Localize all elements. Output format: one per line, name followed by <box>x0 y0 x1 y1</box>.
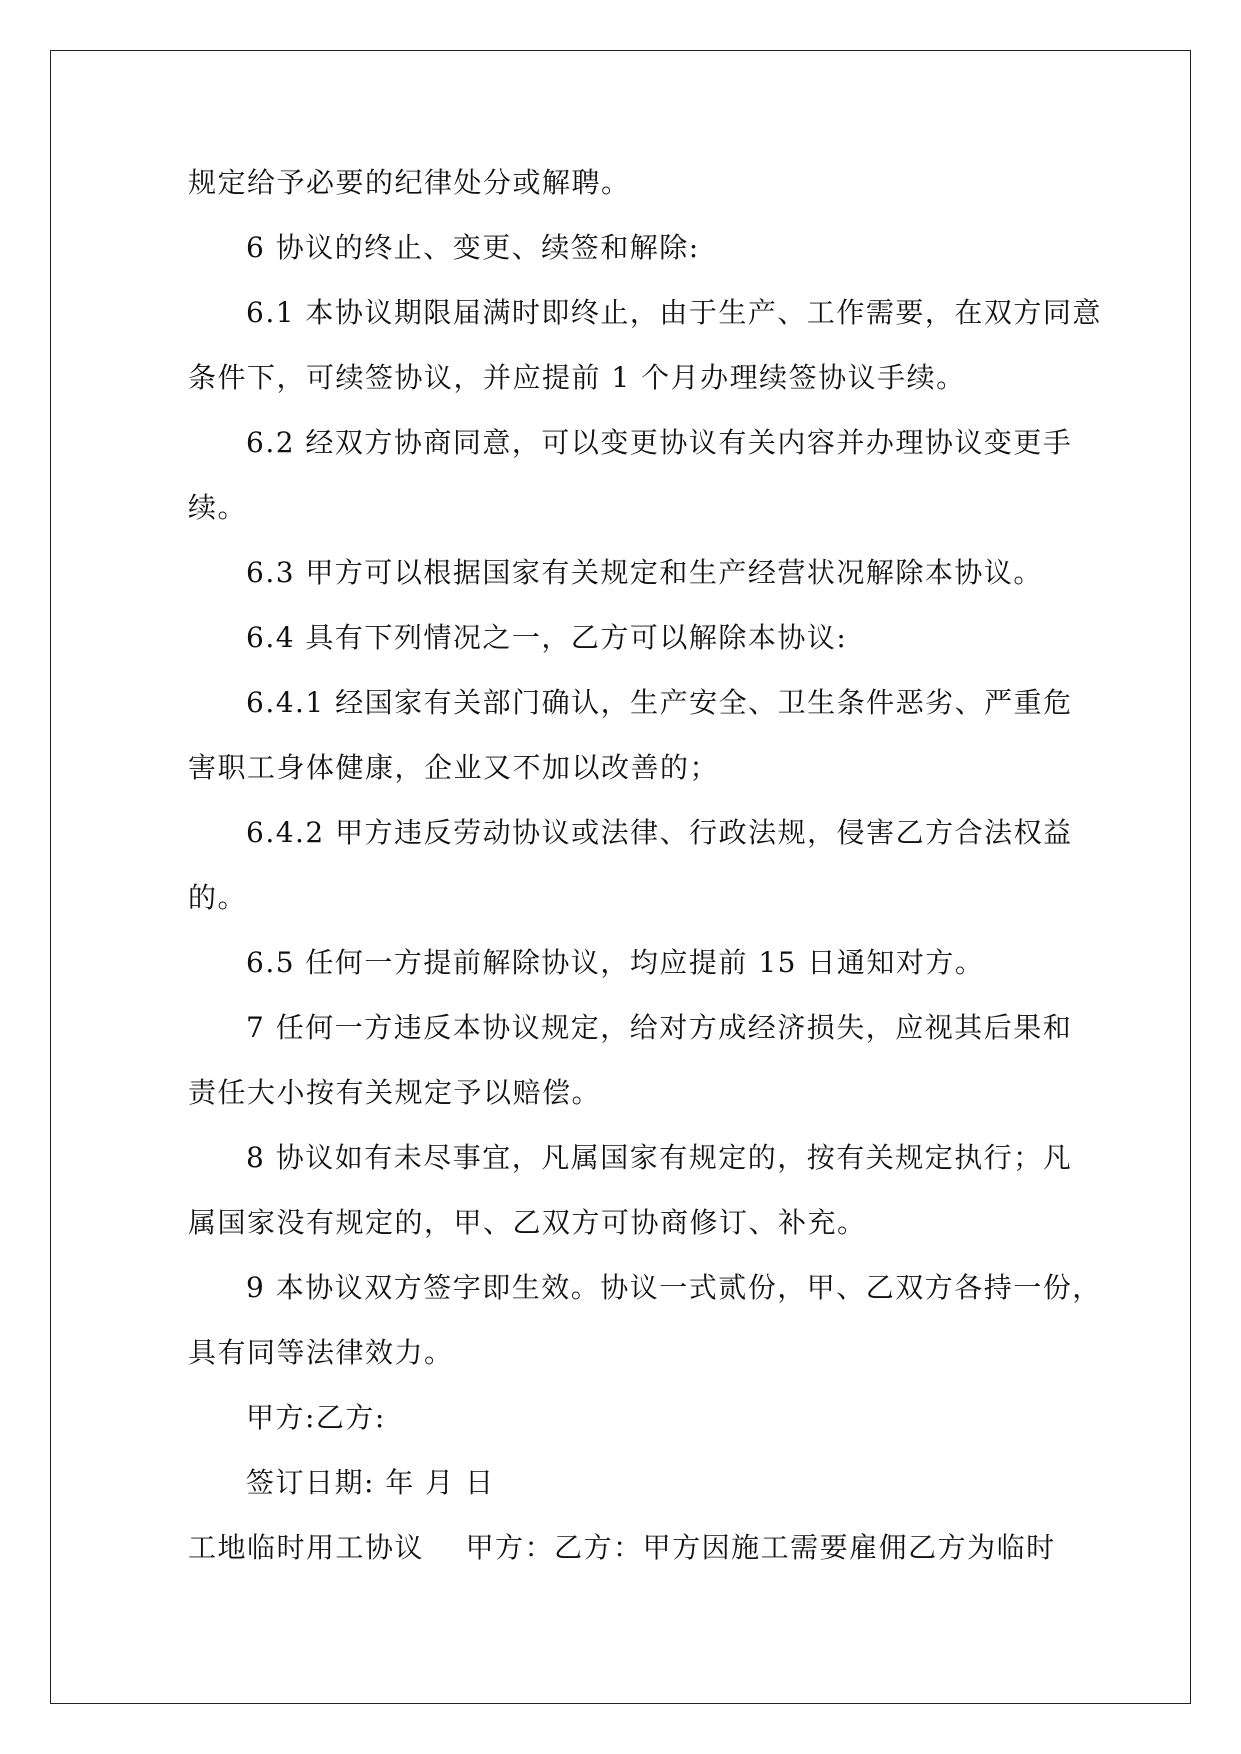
text-line: 的。 <box>188 881 248 914</box>
document-body <box>188 150 1102 1580</box>
text-line: 属国家没有规定的，甲、乙双方可协商修订、补充。 <box>188 1206 867 1239</box>
text-line: 8 协议如有未尽事宜，凡属国家有规定的，按有关规定执行；凡 <box>246 1141 1073 1174</box>
text-line: 6.4 具有下列情况之一，乙方可以解除本协议: <box>246 621 848 654</box>
signature-parties: 甲方:乙方: <box>246 1401 386 1434</box>
text-line: 续。 <box>188 491 248 524</box>
text-line: 6.1 本协议期限届满时即终止，由于生产、工作需要，在双方同意 <box>246 296 1102 329</box>
text-line: 6.5 任何一方提前解除协议，均应提前 15 日通知对方。 <box>246 946 985 979</box>
text-line: 条件下，可续签协议，并应提前 1 个月办理续签协议手续。 <box>188 361 966 394</box>
text-line: 规定给予必要的纪律处分或解聘。 <box>188 166 631 199</box>
signing-date: 签订日期: 年 月 日 <box>246 1466 495 1499</box>
text-line: 9 本协议双方签字即生效。协议一式贰份，甲、乙双方各持一份， <box>246 1271 1102 1304</box>
text-line: 责任大小按有关规定予以赔偿。 <box>188 1076 602 1109</box>
text-line: 6.4.1 经国家有关部门确认，生产安全、卫生条件恶劣、严重危 <box>246 686 1073 719</box>
text-line: 6.4.2 甲方违反劳动协议或法律、行政法规，侵害乙方合法权益 <box>246 816 1073 849</box>
next-document-title-line: 工地临时用工协议 甲方：乙方：甲方因施工需要雇佣乙方为临时 <box>188 1531 1056 1564</box>
text-line: 6.2 经双方协商同意，可以变更协议有关内容并办理协议变更手 <box>246 426 1073 459</box>
text-line: 6.3 甲方可以根据国家有关规定和生产经营状况解除本协议。 <box>246 556 1043 589</box>
text-line: 具有同等法律效力。 <box>188 1336 454 1369</box>
text-line: 7 任何一方违反本协议规定，给对方成经济损失，应视其后果和 <box>246 1011 1073 1044</box>
text-line: 害职工身体健康，企业又不加以改善的； <box>188 751 720 784</box>
section-heading: 6 协议的终止、变更、续签和解除: <box>246 231 700 264</box>
